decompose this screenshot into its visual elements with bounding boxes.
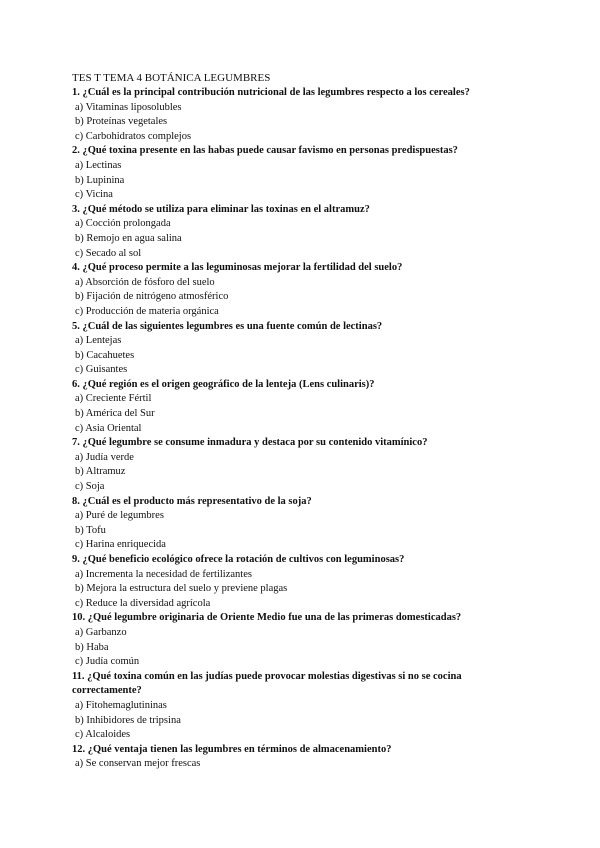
question-block [72, 670, 532, 743]
answer-option: b) Remojo en agua salina [75, 232, 182, 244]
answer-option: a) Lectinas [75, 159, 122, 171]
question-text: 3. ¿Qué método se utiliza para eliminar las toxinas en el altramuz? [72, 203, 370, 215]
answer-option: a) Se conservan mejor frescas [75, 758, 201, 770]
question-text: 7. ¿Qué legumbre se consume inmadura y destaca por su contenido vitamínico? [72, 437, 428, 449]
question-text: 6. ¿Qué región es el origen geográfico de la lenteja (Lens culinaris)? [72, 378, 375, 390]
answer-option: a) Puré de legumbres [75, 510, 164, 522]
answer-option: b) Mejora la estructura del suelo y previene plagas [75, 583, 288, 595]
answer-option: b) Fijación de nitrógeno atmosférico [75, 291, 229, 303]
answer-option: a) Creciente Fértil [75, 393, 152, 405]
question-text: 10. ¿Qué legumbre originaria de Oriente Medio fue una de las primeras domesticadas? [72, 612, 462, 624]
question-block [72, 553, 532, 611]
answer-option: c) Judía común [75, 656, 140, 668]
answer-option: a) Incrementa la necesidad de fertilizantes [75, 568, 252, 580]
answer-option: c) Guisantes [75, 364, 128, 376]
answer-option: c) Vicina [75, 189, 113, 201]
question-block [72, 436, 532, 494]
answer-option: b) Altramuz [75, 466, 126, 478]
question-block [72, 495, 532, 553]
question-block [72, 320, 532, 378]
question-block [72, 86, 532, 144]
answer-option: a) Absorción de fósforo del suelo [75, 276, 215, 288]
answer-option: a) Vitaminas liposolubles [75, 101, 182, 113]
answer-option: c) Secado al sol [75, 247, 142, 259]
answer-option: c) Carbohidratos complejos [75, 130, 192, 142]
question-list [72, 86, 532, 772]
question-block [72, 261, 532, 319]
answer-option: a) Cocción prolongada [75, 218, 171, 230]
question-text: 12. ¿Qué ventaja tienen las legumbres en términos de almacenamiento? [72, 743, 392, 755]
answer-option: b) Proteínas vegetales [75, 116, 168, 128]
answer-option: a) Fitohemaglutininas [75, 699, 167, 711]
answer-option: b) Tofu [75, 524, 106, 536]
question-text: 4. ¿Qué proceso permite a las leguminosas mejorar la fertilidad del suelo? [72, 262, 403, 274]
answer-option: b) Lupinina [75, 174, 125, 186]
question-text: 11. ¿Qué toxina común en las judías puede provocar molestias digestivas si no se cocina correctamente? [72, 670, 462, 697]
question-block [72, 144, 532, 202]
answer-option: c) Alcaloides [75, 729, 131, 741]
question-text: 9. ¿Qué beneficio ecológico ofrece la rotación de cultivos con leguminosas? [72, 554, 405, 565]
answer-option: c) Asia Oriental [75, 422, 142, 434]
answer-option: b) América del Sur [75, 408, 155, 420]
answer-option: b) Haba [75, 641, 109, 653]
answer-option: c) Reduce la diversidad agrícola [75, 597, 211, 609]
document-title: TES T TEMA 4 BOTÁNICA LEGUMBRES [72, 72, 271, 84]
answer-option: b) Inhibidores de tripsina [75, 714, 181, 726]
question-block [72, 378, 532, 436]
answer-option: a) Lentejas [75, 335, 122, 347]
question-text: 1. ¿Cuál es la principal contribución nutricional de las legumbres respecto a los cereales? [72, 87, 470, 98]
answer-option: a) Judía verde [75, 451, 134, 463]
question-text: 8. ¿Cuál es el producto más representativo de la soja? [72, 495, 312, 507]
answer-option: c) Producción de materia orgánica [75, 305, 219, 317]
answer-option: b) Cacahuetes [75, 349, 135, 361]
answer-option: a) Garbanzo [75, 626, 127, 638]
document-body [72, 71, 532, 772]
question-block [72, 611, 532, 669]
answer-option: c) Harina enriquecida [75, 539, 166, 551]
answer-option: c) Soja [75, 481, 105, 493]
question-block [72, 743, 532, 772]
question-text: 5. ¿Cuál de las siguientes legumbres es una fuente común de lectinas? [72, 320, 383, 332]
question-block [72, 203, 532, 261]
question-text: 2. ¿Qué toxina presente en las habas puede causar favismo en personas predispuestas? [72, 145, 458, 157]
